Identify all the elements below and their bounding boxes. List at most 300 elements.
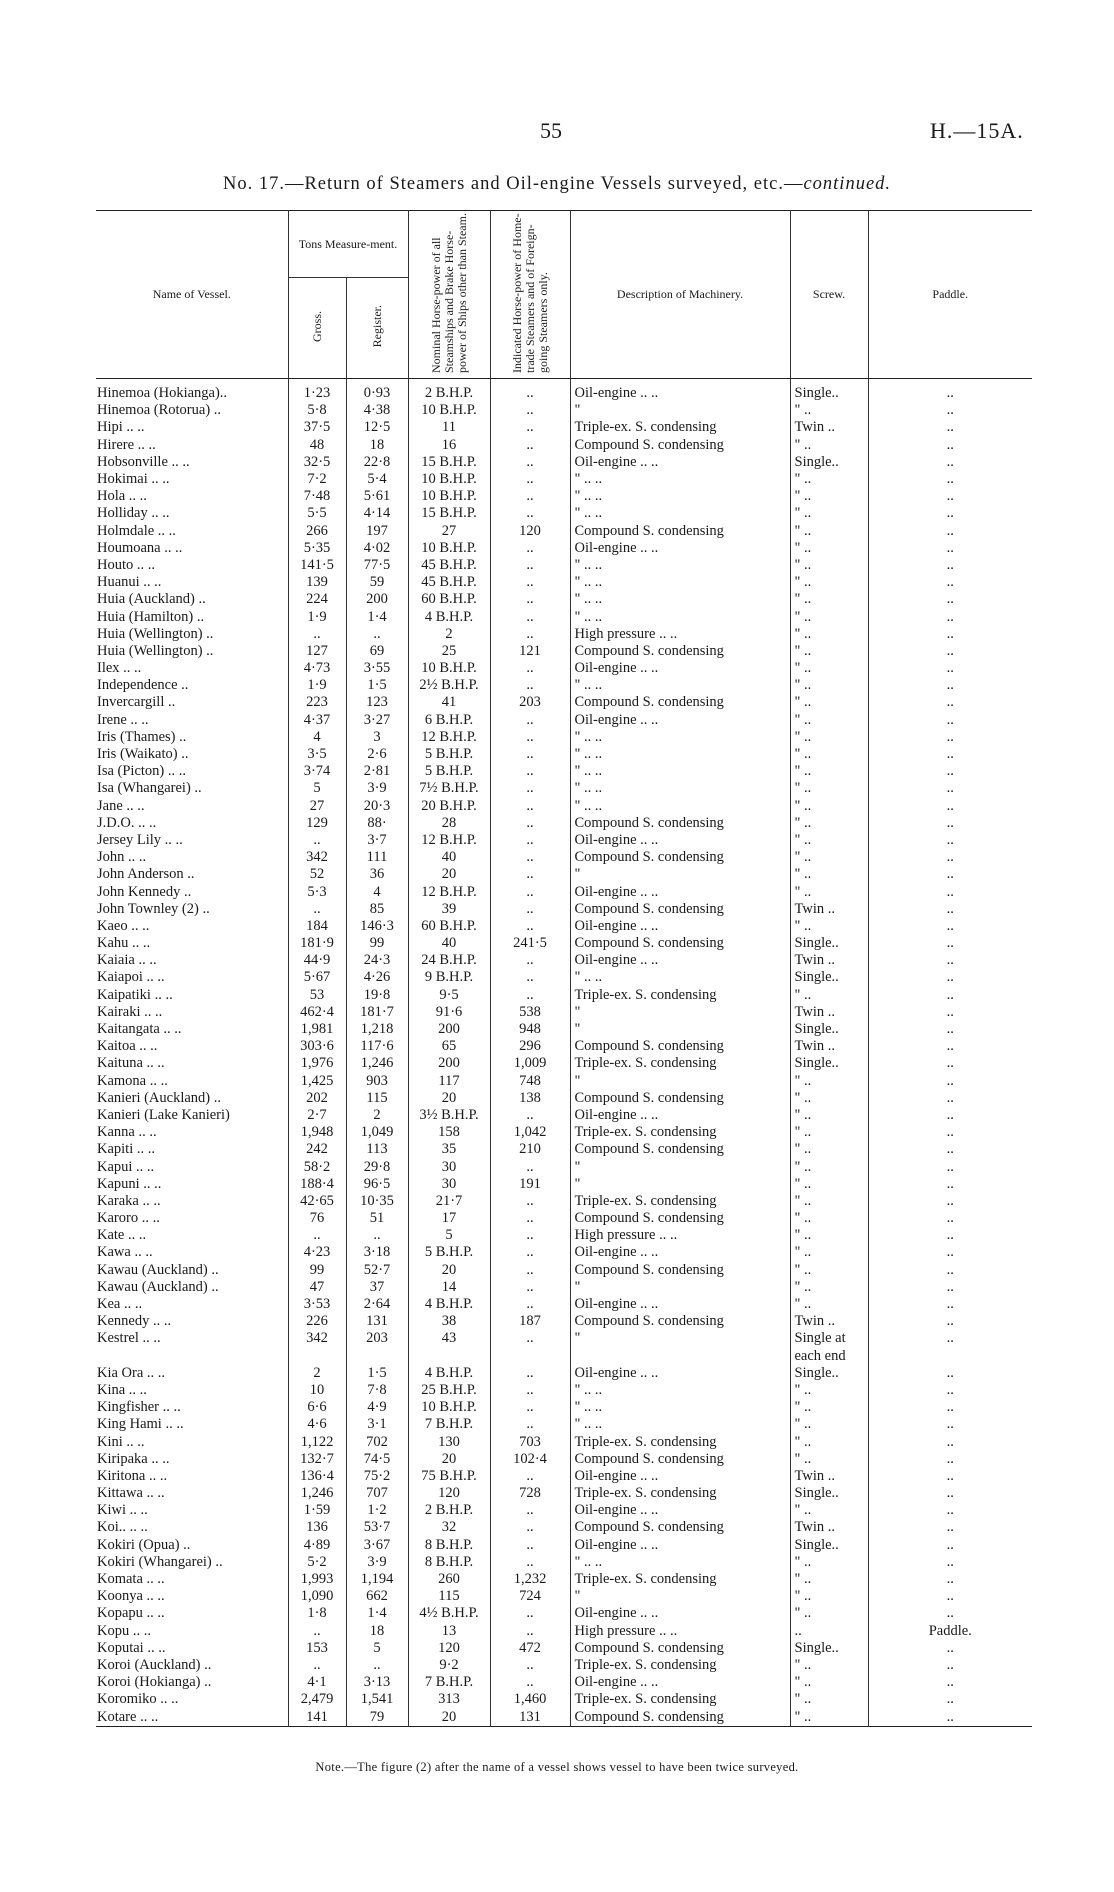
- table-row: [96, 712, 1032, 729]
- cell-register: 36: [346, 866, 408, 883]
- cell-paddle: ..: [868, 1537, 1032, 1554]
- cell-paddle: ..: [868, 1279, 1032, 1296]
- cell-indicated: ..: [490, 1674, 570, 1691]
- cell-screw: " ..: [790, 849, 868, 866]
- cell-paddle: ..: [868, 1451, 1032, 1468]
- cell-indicated: ..: [490, 763, 570, 780]
- cell-register: 903: [346, 1073, 408, 1090]
- cell-indicated: ..: [490, 746, 570, 763]
- cell-description: " .. ..: [570, 557, 790, 574]
- cell-nominal: 5 B.H.P.: [408, 1244, 490, 1261]
- table-row: [96, 1605, 1032, 1622]
- cell-gross: 47: [288, 1279, 346, 1296]
- cell-name: Kokiri (Opua) ..: [97, 1536, 191, 1553]
- cell-name: Koroi (Hokianga) ..: [97, 1674, 212, 1691]
- cell-indicated: [490, 1348, 570, 1365]
- cell-name: Invercargill ..: [97, 694, 176, 711]
- cell-description: Oil-engine .. ..: [570, 918, 790, 935]
- table-row: [96, 1090, 1032, 1107]
- col-header-gross-text: Gross.: [309, 310, 324, 342]
- cell-screw: " ..: [790, 1691, 868, 1708]
- cell-description: Compound S. condensing: [570, 1708, 790, 1726]
- cell-indicated: ..: [490, 402, 570, 419]
- cell-indicated: ..: [490, 437, 570, 454]
- cell-nominal: 27: [408, 523, 490, 540]
- cell-gross: 1,948: [288, 1124, 346, 1141]
- cell-paddle: ..: [868, 1158, 1032, 1175]
- cell-gross: 53: [288, 987, 346, 1004]
- cell-paddle: ..: [868, 1588, 1032, 1605]
- cell-gross: 10: [288, 1382, 346, 1399]
- cell-name: Koroi (Auckland) ..: [97, 1656, 212, 1673]
- cell-indicated: ..: [490, 660, 570, 677]
- cell-paddle: ..: [868, 1244, 1032, 1261]
- cell-paddle: ..: [868, 1004, 1032, 1021]
- cell-name: Ilex .. ..: [97, 660, 142, 677]
- cell-register: 111: [346, 849, 408, 866]
- cell-gross: ..: [288, 832, 346, 849]
- cell-name: John Anderson ..: [97, 866, 195, 883]
- cell-indicated: ..: [490, 1279, 570, 1296]
- col-header-paddle: Paddle.: [868, 211, 1032, 379]
- cell-nominal: 28: [408, 815, 490, 832]
- cell-description: High pressure .. ..: [570, 1623, 790, 1640]
- cell-screw: " ..: [790, 677, 868, 694]
- cell-register: 37: [346, 1279, 408, 1296]
- cell-name: Kanieri (Auckland) ..: [97, 1089, 222, 1106]
- cell-gross: ..: [288, 901, 346, 918]
- cell-name: Kaitangata .. ..: [97, 1021, 182, 1038]
- table-row: [96, 1244, 1032, 1261]
- table-row: [96, 746, 1032, 763]
- cell-indicated: ..: [490, 419, 570, 436]
- cell-screw: Twin ..: [790, 1038, 868, 1055]
- cell-gross: 1,976: [288, 1055, 346, 1072]
- cell-paddle: ..: [868, 1021, 1032, 1038]
- cell-indicated: ..: [490, 815, 570, 832]
- cell-screw: each end: [790, 1348, 868, 1365]
- table-body: [96, 379, 1032, 1727]
- cell-indicated: 1,232: [490, 1571, 570, 1588]
- cell-nominal: 40: [408, 849, 490, 866]
- col-header-register: [346, 278, 408, 379]
- cell-indicated: ..: [490, 1554, 570, 1571]
- cell-description: Oil-engine .. ..: [570, 1502, 790, 1519]
- cell-description: ": [570, 1021, 790, 1038]
- cell-paddle: ..: [868, 540, 1032, 557]
- cell-gross: 5: [288, 780, 346, 797]
- cell-description: Oil-engine .. ..: [570, 454, 790, 471]
- cell-indicated: ..: [490, 918, 570, 935]
- cell-name: John Kennedy ..: [97, 883, 192, 900]
- table-row: [96, 1451, 1032, 1468]
- cell-gross: 1·23: [288, 379, 346, 403]
- cell-gross: 188·4: [288, 1176, 346, 1193]
- cell-gross: 5·67: [288, 969, 346, 986]
- col-header-indicated-hp-text: Indicated Horse-power of Home-trade Steamers and of Foreign-going Steamers only.: [509, 213, 550, 373]
- cell-nominal: 2: [408, 626, 490, 643]
- cell-screw: " ..: [790, 712, 868, 729]
- cell-nominal: 15 B.H.P.: [408, 505, 490, 522]
- cell-register: 200: [346, 591, 408, 608]
- cell-paddle: ..: [868, 1554, 1032, 1571]
- cell-name: Hinemoa (Rotorua) ..: [97, 402, 222, 419]
- table-row: [96, 883, 1032, 900]
- table-row: [96, 1365, 1032, 1382]
- cell-register: 1·4: [346, 608, 408, 625]
- cell-register: 5·61: [346, 488, 408, 505]
- table-row: [96, 1262, 1032, 1279]
- cell-nominal: 7 B.H.P.: [408, 1674, 490, 1691]
- document-reference: H.—15A.: [930, 118, 1024, 143]
- table-row: [96, 437, 1032, 454]
- cell-register: 59: [346, 574, 408, 591]
- table-row: [96, 454, 1032, 471]
- table-row: [96, 1708, 1032, 1726]
- cell-indicated: 538: [490, 1004, 570, 1021]
- cell-name: Kopapu .. ..: [97, 1605, 165, 1622]
- cell-indicated: ..: [490, 1399, 570, 1416]
- cell-indicated: ..: [490, 1416, 570, 1433]
- table-row: [96, 402, 1032, 419]
- cell-description: Triple-ex. S. condensing: [570, 1485, 790, 1502]
- cell-gross: 4·6: [288, 1416, 346, 1433]
- cell-screw: " ..: [790, 1158, 868, 1175]
- cell-nominal: 200: [408, 1055, 490, 1072]
- cell-screw: " ..: [790, 574, 868, 591]
- cell-description: Compound S. condensing: [570, 935, 790, 952]
- cell-register: 1·4: [346, 1605, 408, 1622]
- cell-gross: 223: [288, 694, 346, 711]
- cell-screw: " ..: [790, 1244, 868, 1261]
- cell-indicated: ..: [490, 1193, 570, 1210]
- table-row: [96, 1073, 1032, 1090]
- cell-register: ..: [346, 626, 408, 643]
- cell-paddle: ..: [868, 883, 1032, 900]
- cell-name: Kairaki .. ..: [97, 1003, 163, 1020]
- cell-description: Oil-engine .. ..: [570, 1244, 790, 1261]
- cell-screw: " ..: [790, 815, 868, 832]
- cell-gross: 5·5: [288, 505, 346, 522]
- cell-indicated: ..: [490, 969, 570, 986]
- cell-paddle: ..: [868, 1038, 1032, 1055]
- cell-nominal: 24 B.H.P.: [408, 952, 490, 969]
- cell-name: J.D.O. .. ..: [97, 814, 157, 831]
- cell-indicated: ..: [490, 1468, 570, 1485]
- cell-indicated: ..: [490, 1502, 570, 1519]
- cell-register: 52·7: [346, 1262, 408, 1279]
- cell-description: Compound S. condensing: [570, 1038, 790, 1055]
- cell-paddle: ..: [868, 780, 1032, 797]
- table-row: [96, 815, 1032, 832]
- cell-name: Kini .. ..: [97, 1433, 145, 1450]
- cell-paddle: ..: [868, 1365, 1032, 1382]
- cell-paddle: ..: [868, 1674, 1032, 1691]
- cell-gross: 139: [288, 574, 346, 591]
- table-row: [96, 780, 1032, 797]
- cell-indicated: 121: [490, 643, 570, 660]
- cell-description: Oil-engine .. ..: [570, 1107, 790, 1124]
- cell-gross: 4·37: [288, 712, 346, 729]
- col-header-tons: Tons Measure-ment.: [288, 211, 408, 278]
- col-header-description: Description of Machinery.: [570, 211, 790, 379]
- table-row: [96, 1193, 1032, 1210]
- cell-description: " .. ..: [570, 1554, 790, 1571]
- cell-name: Isa (Whangarei) ..: [97, 780, 202, 797]
- cell-name: Kestrel .. ..: [97, 1330, 161, 1347]
- cell-indicated: 187: [490, 1313, 570, 1330]
- cell-nominal: 11: [408, 419, 490, 436]
- cell-screw: " ..: [790, 763, 868, 780]
- table-row: [96, 969, 1032, 986]
- cell-screw: " ..: [790, 832, 868, 849]
- cell-nominal: 2½ B.H.P.: [408, 677, 490, 694]
- cell-nominal: 32: [408, 1519, 490, 1536]
- cell-nominal: 13: [408, 1623, 490, 1640]
- cell-gross: 4·23: [288, 1244, 346, 1261]
- cell-description: " .. ..: [570, 1416, 790, 1433]
- cell-paddle: ..: [868, 677, 1032, 694]
- table-row: [96, 832, 1032, 849]
- cell-paddle: Paddle.: [868, 1623, 1032, 1640]
- cell-description: " .. ..: [570, 471, 790, 488]
- cell-screw: " ..: [790, 488, 868, 505]
- cell-nominal: 200: [408, 1021, 490, 1038]
- cell-register: 1,049: [346, 1124, 408, 1141]
- cell-paddle: ..: [868, 1107, 1032, 1124]
- cell-paddle: ..: [868, 488, 1032, 505]
- cell-register: 22·8: [346, 454, 408, 471]
- cell-paddle: ..: [868, 1262, 1032, 1279]
- cell-indicated: 1,009: [490, 1055, 570, 1072]
- cell-description: High pressure .. ..: [570, 1227, 790, 1244]
- table-row: [96, 1330, 1032, 1347]
- cell-indicated: 728: [490, 1485, 570, 1502]
- cell-nominal: 9 B.H.P.: [408, 969, 490, 986]
- cell-register: 662: [346, 1588, 408, 1605]
- cell-screw: " ..: [790, 798, 868, 815]
- cell-indicated: 131: [490, 1708, 570, 1726]
- col-header-name: Name of Vessel.: [96, 211, 288, 379]
- table-row: [96, 901, 1032, 918]
- cell-nominal: 5: [408, 1227, 490, 1244]
- cell-indicated: 703: [490, 1433, 570, 1450]
- cell-indicated: 138: [490, 1090, 570, 1107]
- cell-nominal: 30: [408, 1176, 490, 1193]
- cell-indicated: ..: [490, 729, 570, 746]
- cell-screw: Twin ..: [790, 952, 868, 969]
- cell-name: Kawa .. ..: [97, 1244, 153, 1261]
- cell-nominal: 12 B.H.P.: [408, 832, 490, 849]
- cell-gross: 3·74: [288, 763, 346, 780]
- cell-indicated: 296: [490, 1038, 570, 1055]
- cell-screw: " ..: [790, 1399, 868, 1416]
- col-header-gross: [288, 278, 346, 379]
- cell-description: Compound S. condensing: [570, 1451, 790, 1468]
- cell-paddle: ..: [868, 523, 1032, 540]
- cell-screw: " ..: [790, 866, 868, 883]
- cell-name: Houmoana .. ..: [97, 539, 183, 556]
- cell-nominal: [408, 1348, 490, 1365]
- cell-gross: 1,246: [288, 1485, 346, 1502]
- cell-register: 4·38: [346, 402, 408, 419]
- cell-gross: 1,981: [288, 1021, 346, 1038]
- table-row: [96, 1416, 1032, 1433]
- cell-screw: " ..: [790, 643, 868, 660]
- cell-description: ": [570, 1004, 790, 1021]
- cell-indicated: 102·4: [490, 1451, 570, 1468]
- cell-nominal: 20: [408, 1090, 490, 1107]
- cell-nominal: 4 B.H.P.: [408, 1296, 490, 1313]
- cell-register: 0·93: [346, 379, 408, 403]
- cell-gross: 7·48: [288, 488, 346, 505]
- cell-gross: 153: [288, 1640, 346, 1657]
- cell-nominal: 117: [408, 1073, 490, 1090]
- cell-nominal: 40: [408, 935, 490, 952]
- cell-gross: 3·53: [288, 1296, 346, 1313]
- cell-nominal: 6 B.H.P.: [408, 712, 490, 729]
- cell-indicated: ..: [490, 574, 570, 591]
- table-row: [96, 918, 1032, 935]
- cell-nominal: 21·7: [408, 1193, 490, 1210]
- cell-description: Compound S. condensing: [570, 1210, 790, 1227]
- cell-description: Compound S. condensing: [570, 901, 790, 918]
- cell-paddle: ..: [868, 935, 1032, 952]
- cell-description: Oil-engine .. ..: [570, 1605, 790, 1622]
- cell-paddle: ..: [868, 1296, 1032, 1313]
- table-row: [96, 488, 1032, 505]
- cell-description: Compound S. condensing: [570, 1640, 790, 1657]
- cell-screw: " ..: [790, 1073, 868, 1090]
- cell-nominal: 5 B.H.P.: [408, 746, 490, 763]
- cell-indicated: 241·5: [490, 935, 570, 952]
- table-row: [96, 1296, 1032, 1313]
- cell-description: Compound S. condensing: [570, 1262, 790, 1279]
- cell-screw: " ..: [790, 505, 868, 522]
- table-row: [96, 1382, 1032, 1399]
- cell-screw: " ..: [790, 1296, 868, 1313]
- cell-nominal: 10 B.H.P.: [408, 1399, 490, 1416]
- cell-paddle: ..: [868, 987, 1032, 1004]
- table-row: [96, 1176, 1032, 1193]
- table-row: [96, 729, 1032, 746]
- cell-indicated: ..: [490, 1244, 570, 1261]
- cell-gross: 132·7: [288, 1451, 346, 1468]
- table-row: [96, 1571, 1032, 1588]
- cell-paddle: ..: [868, 1382, 1032, 1399]
- table-row: [96, 1227, 1032, 1244]
- cell-nominal: 45 B.H.P.: [408, 574, 490, 591]
- cell-register: 1,541: [346, 1691, 408, 1708]
- cell-description: Triple-ex. S. condensing: [570, 1124, 790, 1141]
- cell-gross: 4: [288, 729, 346, 746]
- cell-name: Koputai .. ..: [97, 1639, 166, 1656]
- table-row: [96, 866, 1032, 883]
- cell-screw: " ..: [790, 1210, 868, 1227]
- cell-nominal: 10 B.H.P.: [408, 488, 490, 505]
- cell-description: Triple-ex. S. condensing: [570, 1055, 790, 1072]
- cell-nominal: 20: [408, 866, 490, 883]
- cell-name: Hola .. ..: [97, 488, 147, 505]
- cell-description: " .. ..: [570, 729, 790, 746]
- cell-nominal: 3½ B.H.P.: [408, 1107, 490, 1124]
- cell-register: 702: [346, 1433, 408, 1450]
- cell-gross: 226: [288, 1313, 346, 1330]
- cell-name: John .. ..: [97, 849, 147, 866]
- cell-paddle: ..: [868, 1691, 1032, 1708]
- cell-indicated: ..: [490, 1657, 570, 1674]
- cell-register: 96·5: [346, 1176, 408, 1193]
- cell-description: Compound S. condensing: [570, 1313, 790, 1330]
- cell-description: " .. ..: [570, 591, 790, 608]
- cell-name: Kea .. ..: [97, 1296, 143, 1313]
- cell-gross: 76: [288, 1210, 346, 1227]
- table-row: [96, 798, 1032, 815]
- cell-indicated: ..: [490, 626, 570, 643]
- cell-nominal: 313: [408, 1691, 490, 1708]
- cell-register: 5·4: [346, 471, 408, 488]
- cell-register: 51: [346, 1210, 408, 1227]
- cell-screw: " ..: [790, 437, 868, 454]
- cell-nominal: 20: [408, 1708, 490, 1726]
- cell-description: Triple-ex. S. condensing: [570, 1433, 790, 1450]
- cell-screw: Single..: [790, 454, 868, 471]
- cell-register: 2·81: [346, 763, 408, 780]
- table-row: [96, 1158, 1032, 1175]
- cell-screw: Twin ..: [790, 419, 868, 436]
- cell-paddle: ..: [868, 1640, 1032, 1657]
- table-row: [96, 1021, 1032, 1038]
- cell-name: Kawau (Auckland) ..: [97, 1261, 219, 1278]
- cell-gross: 7·2: [288, 471, 346, 488]
- cell-description: Triple-ex. S. condensing: [570, 419, 790, 436]
- cell-description: " .. ..: [570, 505, 790, 522]
- cell-paddle: ..: [868, 660, 1032, 677]
- cell-name: Hipi .. ..: [97, 419, 145, 436]
- cell-register: 3·18: [346, 1244, 408, 1261]
- table-header: [96, 211, 1032, 379]
- cell-paddle: ..: [868, 1502, 1032, 1519]
- cell-description: " .. ..: [570, 677, 790, 694]
- cell-register: 3·67: [346, 1537, 408, 1554]
- table-row: [96, 1399, 1032, 1416]
- cell-register: 146·3: [346, 918, 408, 935]
- cell-name: Iris (Thames) ..: [97, 728, 187, 745]
- cell-nominal: 2 B.H.P.: [408, 379, 490, 403]
- cell-screw: " ..: [790, 987, 868, 1004]
- cell-nominal: 41: [408, 694, 490, 711]
- cell-gross: 42·65: [288, 1193, 346, 1210]
- table-row: [96, 1313, 1032, 1330]
- cell-gross: 2·7: [288, 1107, 346, 1124]
- cell-indicated: 472: [490, 1640, 570, 1657]
- cell-name: Kanieri (Lake Kanieri): [97, 1106, 230, 1123]
- cell-indicated: ..: [490, 1382, 570, 1399]
- cell-name: Kittawa .. ..: [97, 1485, 165, 1502]
- cell-paddle: ..: [868, 815, 1032, 832]
- cell-indicated: ..: [490, 1296, 570, 1313]
- cell-name: Hinemoa (Hokianga)..: [97, 385, 228, 402]
- cell-gross: ..: [288, 1227, 346, 1244]
- table-row: [96, 1348, 1032, 1365]
- cell-description: Triple-ex. S. condensing: [570, 987, 790, 1004]
- cell-gross: 5·3: [288, 883, 346, 900]
- cell-gross: 266: [288, 523, 346, 540]
- table-row: [96, 1055, 1032, 1072]
- cell-paddle: ..: [868, 1313, 1032, 1330]
- cell-register: 69: [346, 643, 408, 660]
- table-row: [96, 471, 1032, 488]
